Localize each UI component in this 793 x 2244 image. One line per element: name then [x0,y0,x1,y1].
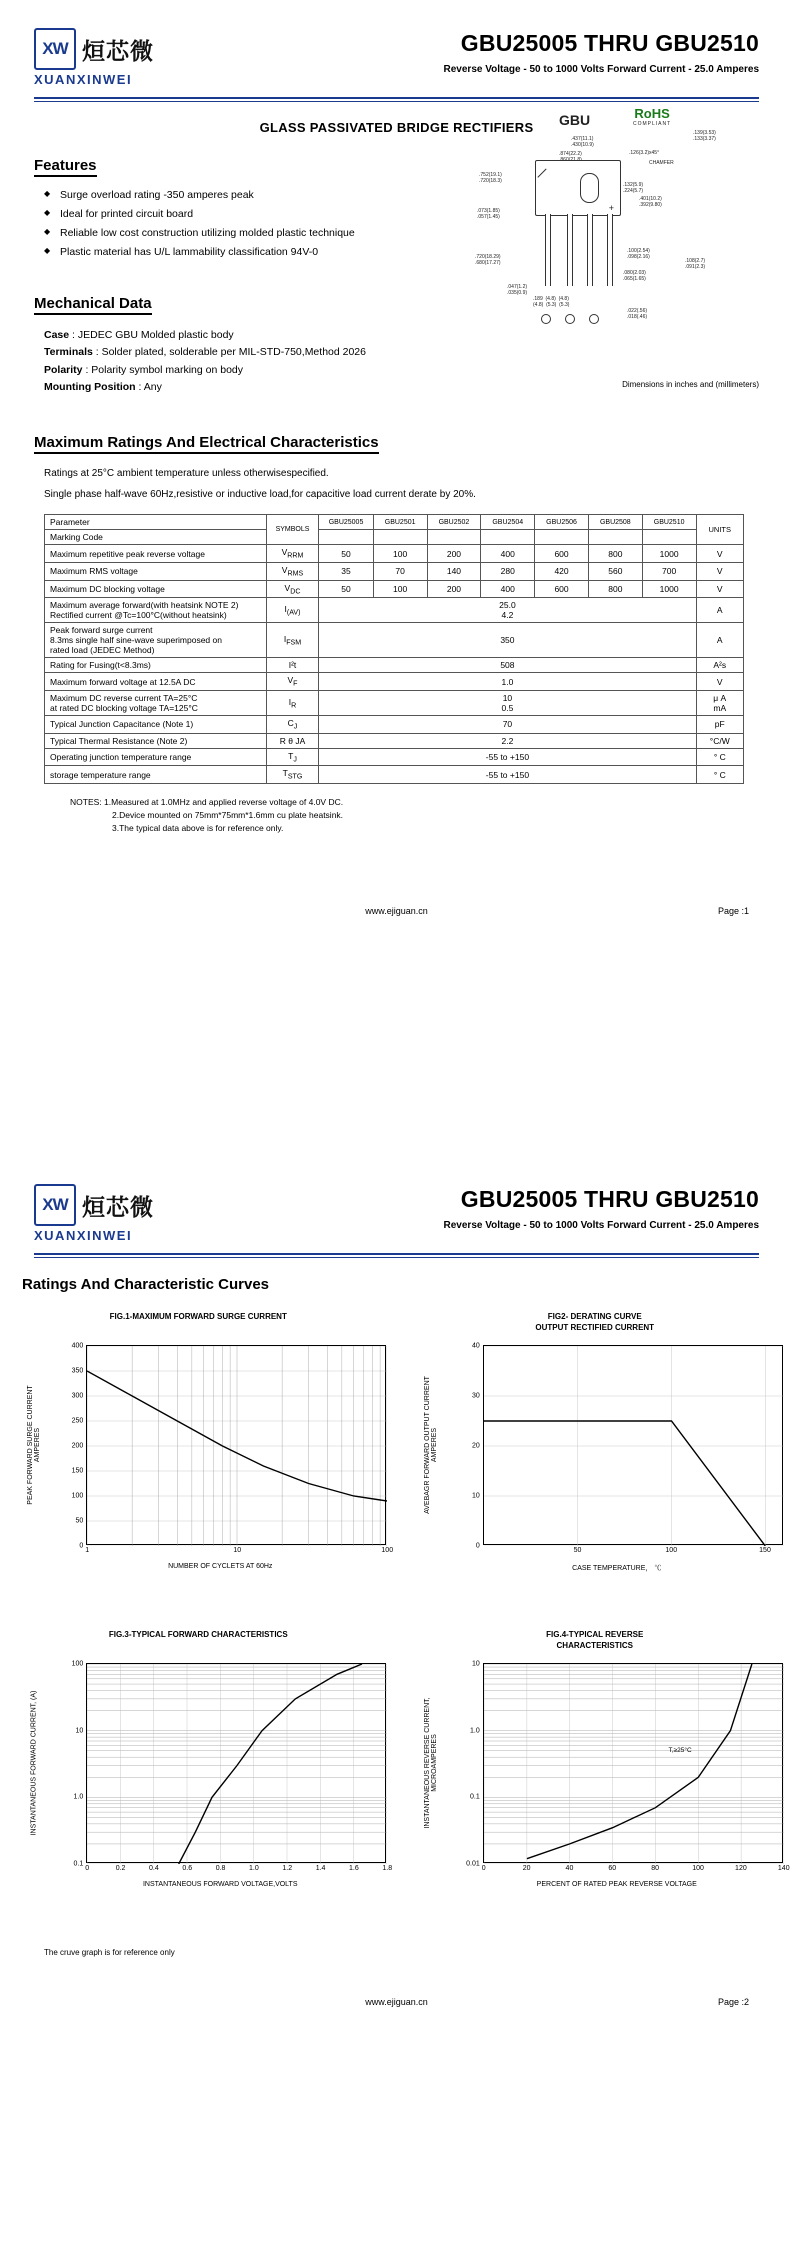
symbol-cell: $T_{STG}$ [266,766,319,784]
value-cell: 25.0 4.2 [319,598,696,623]
symbol-cell: I²t [266,658,319,673]
unit-cell: μ A mA [696,691,743,716]
unit-cell: V [696,673,743,691]
logo-mark-text: XW [42,39,68,58]
chart [28,1629,393,1888]
ratings-heading: Maximum Ratings And Electrical Characteristics [34,434,379,454]
column-header: GBU2508 [588,515,642,530]
parameter-cell: Rating for Fusing(t<8.3ms) [45,658,267,673]
value-cell: 350 [319,623,696,658]
x-tick-label: 40 [565,1865,574,1872]
list-item: ◆ Plastic material has U/L lammability classification 94V-0 [44,246,793,258]
charts-container [0,1311,793,1888]
value-cell: 140 [427,562,481,580]
y-axis-label: AVEBAGR FORWARD OUTPUT CURRENT AMPERES [423,1376,438,1514]
value-cell: 508 [319,658,696,673]
chart-row [0,1629,793,1888]
chamfer-label: CHAMFER [649,160,674,166]
plot-frame [466,1660,790,1872]
value-cell: -55 to +150 [319,766,696,784]
unit-cell: A²s [696,658,743,673]
header-divider [34,97,759,99]
y-tick-label: 20 [471,1442,480,1450]
polarity-plus-icon: + [608,203,614,213]
mech-label: Terminals [44,346,93,359]
pin-spacing-dims: .189 (4.8) (4.8) (4.8) (5.3) (5.3) [533,296,570,309]
plot-frame [471,1342,783,1554]
symbol-cell: $V_{RMS}$ [266,562,319,580]
package-label: GBU [559,112,591,128]
list-item: ◆ Ideal for printed circuit board [44,208,793,220]
x-tick-label: 0.2 [115,1865,126,1872]
value-cell: 600 [535,580,589,598]
table-row [45,598,744,623]
y-tick-label: 30 [471,1392,480,1400]
logo-chinese-name: 烜芯微 [82,37,154,64]
parameter-cell: Maximum repetitive peak reverse voltage [45,545,267,563]
dim-m: .047(1.2) .035(0.9) [507,284,528,297]
table-row [45,673,744,691]
table-header-row [45,515,744,530]
table-row [45,748,744,766]
notes-block [70,796,793,836]
x-tick-label: 0.8 [215,1865,226,1872]
footer-website[interactable]: www.ejiguan.cn [365,1997,428,2007]
x-tick-label: 150 [759,1547,771,1554]
value-cell: 800 [588,545,642,563]
value-cell: 800 [588,580,642,598]
document-title: GLASS PASSIVATED BRIDGE RECTIFIERS [259,120,534,135]
x-tick-label: 0.6 [182,1865,193,1872]
value-cell: 700 [642,562,696,580]
y-tick-label: 400 [71,1342,84,1350]
note-2: 2.Device mounted on 75mm*75mm*1.6mm cu plate heatsink. [112,810,344,821]
value-cell: 100 [373,580,427,598]
mechanical-data-heading: Mechanical Data [34,295,152,315]
dim-e: .139(3.53) .133(3.37) [693,130,716,143]
header-divider-2 [34,101,759,102]
lead-1 [545,214,551,286]
note-3: 3.The typical data above is for reference only. [112,823,284,834]
curves-note: The cruve graph is for reference only [44,1948,175,1957]
rohs-compliant-label: COMPLIANT [633,121,672,127]
parameter-cell: Maximum DC reverse current TA=25°C at rated DC blocking voltage TA=125°C [45,691,267,716]
mech-value: : Any [138,380,162,393]
marking-code-cell [427,530,481,545]
value-cell: 2.2 [319,733,696,748]
x-axis-label: INSTANTANEOUS FORWARD VOLTAGE,VOLTS [142,1881,298,1888]
dim-i: .720(18.29) .680(17.27) [475,254,501,267]
chart [423,1311,771,1573]
x-tick-label: 0 [85,1865,90,1872]
lead-group [537,214,619,286]
unit-cell: ° C [696,748,743,766]
y-tick-label: 350 [71,1367,84,1375]
marking-code-label: Marking Code [45,530,267,545]
x-tick-label: 0.4 [149,1865,159,1872]
value-cell: 400 [481,545,535,563]
x-tick-label: 60 [608,1865,617,1872]
y-tick-label: 1.0 [470,1727,480,1735]
x-tick-label: 10 [233,1547,242,1554]
plot-area [27,1342,394,1554]
value-cell: 10 0.5 [319,691,696,716]
parameter-cell: storage temperature range [45,766,267,784]
column-header: UNITS [696,515,743,545]
value-cell: 560 [588,562,642,580]
package-body [535,160,621,216]
chart-title: FIG2- DERATING CURVE OUTPUT RECTIFIED CURRENT [535,1312,655,1333]
dim-f: .752(19.1) .720(18.3) [479,172,502,185]
table-row [45,623,744,658]
pad-row [541,314,613,326]
y-tick-label: 200 [71,1442,84,1450]
y-tick-label: 250 [71,1417,84,1425]
value-cell: 1000 [642,545,696,563]
logo-english-name: XUANXINWEI [34,1228,133,1243]
dim-d: .132(5.9) .224(5.7) [623,182,644,195]
logo-english-name: XUANXINWEI [34,72,133,87]
x-axis-label: PERCENT OF RATED PEAK REVERSE VOLTAGE [536,1881,697,1888]
part-number-subtitle: Reverse Voltage - 50 to 1000 Volts Forward Current - 25.0 Amperes [443,1220,759,1231]
value-cell: 50 [319,545,373,563]
value-cell: 1.0 [319,673,696,691]
value-cell: 200 [427,545,481,563]
table-row [45,766,744,784]
unit-cell: V [696,545,743,563]
value-cell: 200 [427,580,481,598]
y-axis-label: PEAK FORWARD SURGE CURRENT AMPERES [27,1385,42,1505]
unit-cell: °C/W [696,733,743,748]
chart-row [0,1311,793,1573]
y-tick-label: 10 [471,1660,480,1668]
parameter-cell: Maximum average forward(with heatsink NOTE 2) Rectified current @Tc=100°C(without heatsink) [45,598,267,623]
lead-2 [567,214,573,286]
table-row [45,580,744,598]
y-tick-label: 100 [71,1660,84,1668]
header-divider-2 [34,1257,759,1258]
footer-page-number: Page :2 [717,1997,749,2007]
column-header: GBU2510 [642,515,696,530]
company-logo [34,28,214,87]
unit-cell: A [696,598,743,623]
marking-code-cell [373,530,427,545]
x-tick-label: 1.8 [382,1865,393,1872]
unit-cell: ° C [696,766,743,784]
mech-value: : Polarity symbol marking on body [85,363,244,376]
marking-code-cell [588,530,642,545]
table-row [45,562,744,580]
y-tick-label: 150 [71,1467,84,1475]
lead-3 [587,214,593,286]
symbol-cell: $V_{RRM}$ [266,545,319,563]
x-tick-label: 1 [85,1547,90,1554]
unit-cell: pF [696,716,743,734]
y-tick-label: 50 [75,1517,84,1525]
marking-code-cell [535,530,589,545]
column-header: GBU2504 [481,515,535,530]
chart [27,1311,394,1573]
value-cell: 35 [319,562,373,580]
y-tick-label: 1.0 [73,1793,84,1801]
dim-b: .874(22.2) [559,151,582,157]
mech-label: Polarity [44,363,83,376]
part-number-title: GBU25005 THRU GBU2510 [460,1186,759,1212]
logo-chinese-name: 烜芯微 [82,1193,154,1220]
value-cell: 100 [373,545,427,563]
plot-area [423,1660,790,1872]
dim-k: .108(2.7) .091(2.3) [685,258,706,271]
y-tick-label: 10 [75,1727,84,1735]
y-tick-label: 0.01 [466,1860,480,1868]
parameter-cell: Maximum forward voltage at 12.5A DC [45,673,267,691]
value-cell: 70 [319,716,696,734]
dim-g: .073(1.85) .057(1.45) [477,208,500,221]
dim-j: .100(2.54) .098(2.16) [627,248,650,261]
table-row [45,658,744,673]
mech-value: : JEDEC GBU Molded plastic body [72,329,234,341]
column-header: GBU25005 [319,515,373,530]
value-cell: 400 [481,580,535,598]
notes-label: NOTES: [70,797,102,808]
parameter-cell: Maximum RMS voltage [45,562,267,580]
logo-mark-icon: XW [34,1184,76,1226]
chamfer-corner-icon [529,160,547,178]
x-tick-label: 1.4 [315,1865,326,1872]
dim-h: .401(10.2) .392(9.80) [639,196,662,209]
unit-cell: A [696,623,743,658]
chart-title: FIG.4-TYPICAL REVERSE CHARACTERISTICS [546,1630,644,1651]
parameter-cell: Maximum DC blocking voltage [45,580,267,598]
table-row [45,545,744,563]
x-tick-label: 100 [692,1865,704,1872]
plot-frame [71,1660,393,1872]
chart-annotation: T,≥25°C [668,1747,692,1755]
dim-l: .080(2.03) .065(1.65) [623,270,646,283]
marking-code-cell [319,530,373,545]
y-tick-label: 40 [471,1342,480,1350]
chart-title: FIG.1-MAXIMUM FORWARD SURGE CURRENT [109,1312,287,1321]
x-tick-label: 100 [665,1547,678,1554]
header-divider [34,1253,759,1255]
dim-a: .437(11.1) .430(10.9) [571,136,594,149]
curves-heading: Ratings And Characteristic Curves [22,1276,270,1293]
x-tick-label: 140 [777,1865,790,1872]
table-row [45,691,744,716]
parameter-cell: Peak forward surge current 8.3ms single half sine-wave superimposed on rated load (JEDEC Method) [45,623,267,658]
page-2 [0,1122,793,2244]
company-logo-2 [34,1184,214,1243]
features-heading: Features [34,157,97,177]
mounting-hole-icon [580,173,599,203]
x-tick-label: 80 [651,1865,660,1872]
value-cell: 420 [535,562,589,580]
y-tick-label: 10 [471,1492,480,1500]
ratings-intro-2: Single phase half-wave 60Hz,resistive or inductive load,for capacitive load current derate by 20%. [44,489,476,501]
value-cell: 50 [319,580,373,598]
dim-n: .022(.56) .018(.46) [627,308,648,321]
note-1: 1.Measured at 1.0MHz and applied reverse voltage of 4.0V DC. [104,797,344,808]
chart-title: FIG.3-TYPICAL FORWARD CHARACTERISTICS [108,1630,288,1639]
y-tick-label: 0 [475,1542,480,1550]
package-drawing [463,106,763,368]
symbol-cell: $C_J$ [266,716,319,734]
value-cell: 280 [481,562,535,580]
chart [423,1629,790,1888]
symbol-cell: $V_F$ [266,673,319,691]
column-header: GBU2501 [373,515,427,530]
x-tick-label: 50 [573,1547,582,1554]
x-tick-label: 1.0 [249,1865,259,1872]
value-cell: 600 [535,545,589,563]
parameter-cell: Typical Thermal Resistance (Note 2) [45,733,267,748]
footer-page-number: Page :1 [717,905,749,916]
column-header: SYMBOLS [266,515,319,545]
list-item: ◆ Reliable low cost construction utilizing molded plastic technique [44,227,793,239]
dim-chamfer-size: .126(3.2)x45° [629,150,660,156]
y-tick-label: 0.1 [470,1793,480,1801]
lead-4 [607,214,613,286]
marking-code-cell [642,530,696,545]
unit-cell: V [696,580,743,598]
column-header: Parameter [45,515,267,530]
marking-code-cell [481,530,535,545]
y-tick-label: 0 [79,1542,84,1550]
table-row [45,530,744,545]
x-tick-label: 0 [481,1865,486,1872]
column-header: GBU2502 [427,515,481,530]
x-tick-label: 100 [381,1547,394,1554]
y-tick-label: 300 [71,1392,84,1400]
logo-mark-icon [34,28,76,70]
value-cell: 70 [373,562,427,580]
column-header: GBU2506 [535,515,589,530]
value-cell: 1000 [642,580,696,598]
symbol-cell: R θ JA [266,733,319,748]
mech-value: : Solder plated, solderable per MIL-STD-750,Method 2026 [95,346,366,359]
y-axis-label: INSTANTANEOUS FORWARD CURRENT, (A) [30,1690,38,1836]
rohs-label: RoHS [634,106,670,121]
x-tick-label: 120 [735,1865,747,1872]
symbol-cell: $I_{(AV)}$ [266,598,319,623]
parameter-cell: Operating junction temperature range [45,748,267,766]
x-axis-label: CASE TEMPERATURE， ℃ [572,1565,662,1572]
mech-label: Mounting Position [44,380,136,393]
x-tick-label: 20 [522,1865,531,1872]
y-tick-label: 100 [71,1492,84,1500]
ratings-table [44,514,744,784]
symbol-cell: $V_{DC}$ [266,580,319,598]
y-tick-label: 0.1 [73,1860,84,1868]
plot-area [30,1660,393,1872]
plot-area [423,1342,783,1554]
x-tick-label: 1.6 [349,1865,359,1872]
plot-frame [71,1342,394,1554]
footer-website[interactable]: www.ejiguan.cn [365,905,428,916]
unit-cell: V [696,562,743,580]
part-number-subtitle: Reverse Voltage - 50 to 1000 Volts Forward Current - 25.0 Amperes [443,64,759,75]
list-item: ◆ Surge overload rating -350 amperes peak [44,189,793,201]
y-axis-label: INSTANTANEOUS REVERSE CURRENT, MICROAMPERES [423,1697,438,1829]
x-tick-label: 1.2 [282,1865,293,1872]
symbol-cell: $I_R$ [266,691,319,716]
rohs-badge [633,106,671,127]
table-row [45,716,744,734]
part-number-title: GBU25005 THRU GBU2510 [460,30,759,56]
page-header [0,0,793,93]
symbol-cell: $I_{FSM}$ [266,623,319,658]
ratings-intro-1: Ratings at 25°C ambient temperature unless otherwisespecified. [44,468,329,480]
table-row [45,733,744,748]
x-axis-label: NUMBER OF CYCLETS AT 60Hz [168,1563,273,1570]
mech-label: Case [44,329,70,341]
symbol-cell: $T_J$ [266,748,319,766]
value-cell: -55 to +150 [319,748,696,766]
page-header-2 [0,1156,793,1249]
parameter-cell: Typical Junction Capacitance (Note 1) [45,716,267,734]
dimension-note: Dimensions in inches and (millimeters) [622,380,759,389]
